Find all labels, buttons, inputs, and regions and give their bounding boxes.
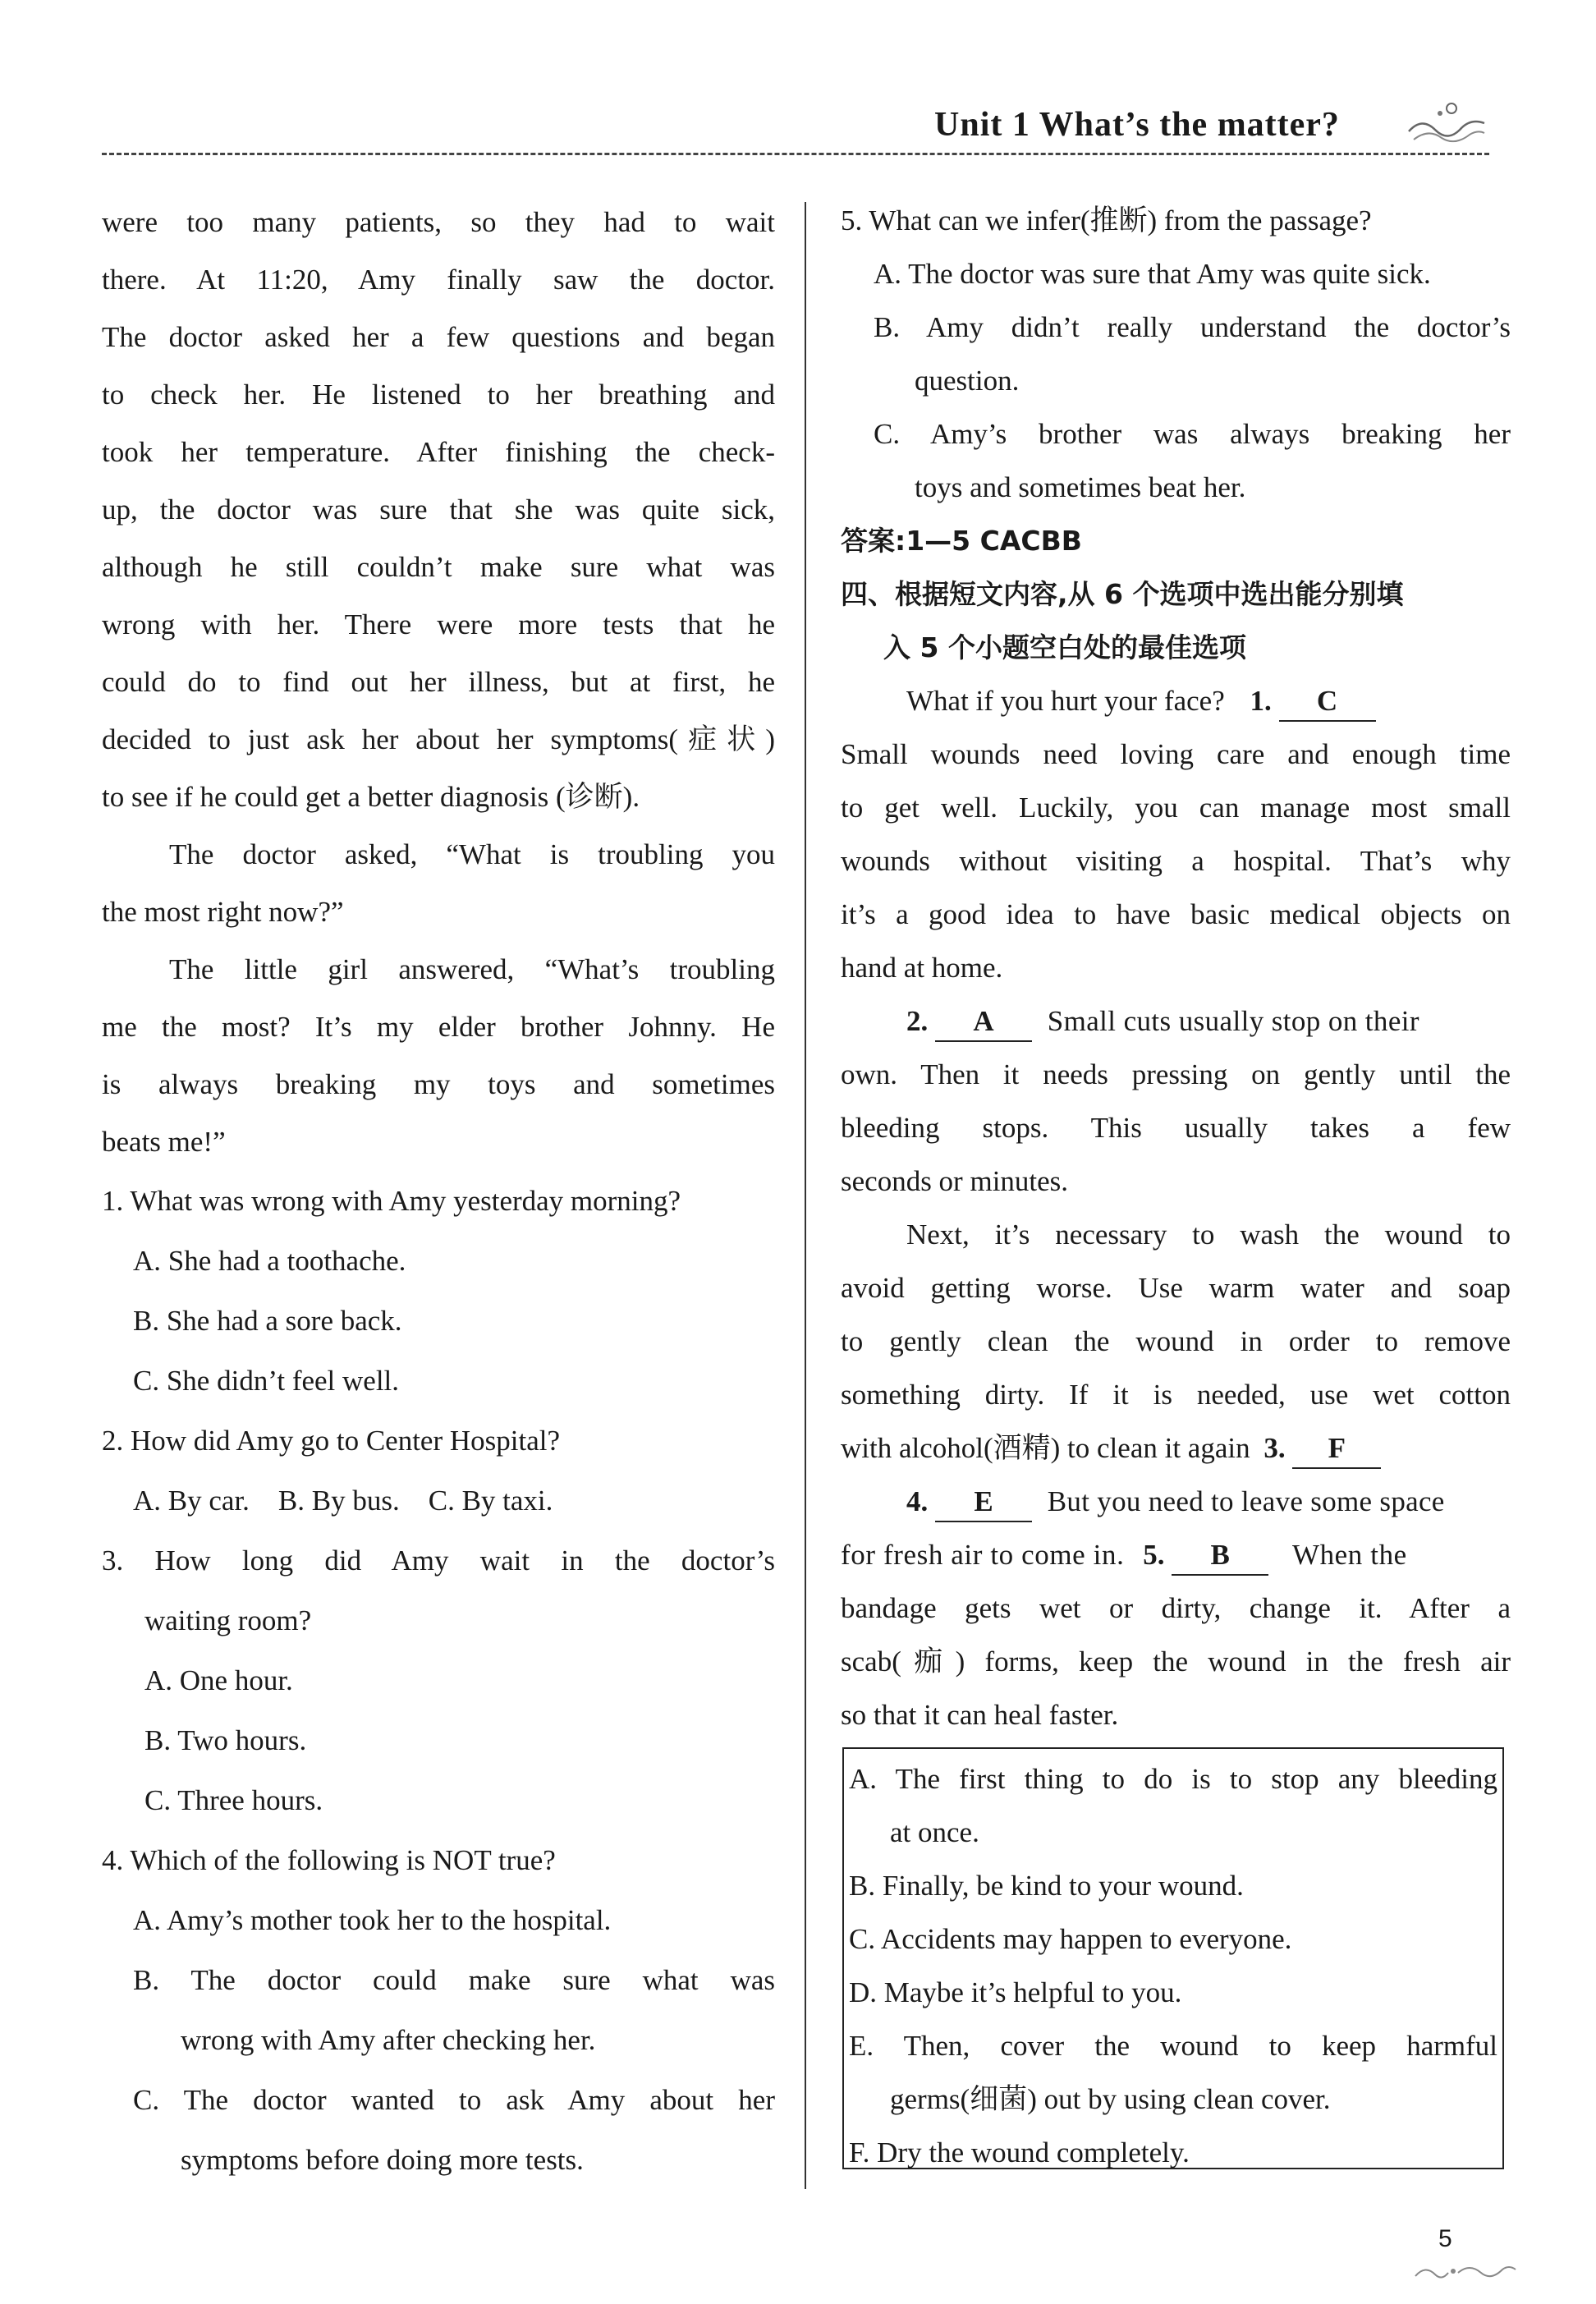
question-stem-cont: waiting room? bbox=[144, 1604, 312, 1636]
option-b: B. She had a sore back. bbox=[133, 1305, 402, 1337]
answer-blank: A bbox=[935, 1003, 1032, 1042]
option-b-cont: question. bbox=[915, 365, 1020, 397]
option-a: A. The doctor was sure that Amy was quite sick. bbox=[874, 258, 1431, 290]
cloze-paragraph-3 bbox=[841, 1208, 1511, 1475]
text-line: up, the doctor was sure that she was quite sick, bbox=[102, 493, 775, 526]
left-column bbox=[102, 194, 775, 2190]
passage-paragraph-2 bbox=[102, 826, 775, 941]
text-line: Next, it’s necessary to wash the wound to bbox=[906, 1219, 1511, 1251]
blank-number: 5. bbox=[1143, 1539, 1165, 1571]
blank-number: 3. bbox=[1264, 1432, 1286, 1464]
box-option-e: E. Then, cover the wound to keep harmful bbox=[849, 2030, 1497, 2062]
option-b-cont: wrong with Amy after checking her. bbox=[181, 2024, 596, 2056]
option-c-cont: toys and sometimes beat her. bbox=[915, 471, 1246, 503]
text-line: The doctor asked, “What is troubling you bbox=[169, 838, 775, 870]
option-a: A. She had a toothache. bbox=[133, 1245, 406, 1277]
option-a: A. Amy’s mother took her to the hospital. bbox=[133, 1904, 612, 1936]
text-line bbox=[841, 1528, 1511, 1581]
swirl-flourish-icon bbox=[1412, 2260, 1519, 2284]
text-line: decided to just ask her about her symptoms(症状) bbox=[102, 723, 775, 755]
box-option-a: A. The first thing to do is to stop any bleeding bbox=[849, 1763, 1497, 1795]
section-heading-cont: 入 5 个小题空白处的最佳选项 bbox=[883, 631, 1246, 663]
text-line: The little girl answered, “What’s troubling bbox=[169, 953, 775, 985]
text-line: hand at home. bbox=[841, 952, 1003, 984]
text-line: to get well. Luckily, you can manage most small bbox=[841, 792, 1511, 824]
text-line: it’s a good idea to have basic medical objects on bbox=[841, 898, 1511, 930]
option-b: B. The doctor could make sure what was bbox=[133, 1964, 775, 1996]
text-line: something dirty. If it is needed, use wet cotton bbox=[841, 1379, 1511, 1411]
text-line: avoid getting worse. Use warm water and soap bbox=[841, 1272, 1511, 1304]
text-line: me the most? It’s my elder brother Johnny. He bbox=[102, 1011, 775, 1043]
options-row: A. By car. B. By bus. C. By taxi. bbox=[133, 1485, 553, 1517]
page-header-title: Unit 1 What’s the matter? bbox=[934, 106, 1340, 144]
text-line: took her temperature. After finishing the check- bbox=[102, 436, 775, 468]
box-option-b: B. Finally, be kind to your wound. bbox=[849, 1870, 1244, 1902]
answer-blank: B bbox=[1172, 1536, 1268, 1576]
text-line: could do to find out her illness, but at first, he bbox=[102, 666, 775, 698]
cloze-paragraph-1 bbox=[841, 674, 1511, 994]
option-b: B. Two hours. bbox=[144, 1724, 307, 1756]
question-5 bbox=[841, 194, 1511, 514]
box-option-a-cont: at once. bbox=[890, 1816, 979, 1848]
wave-flourish-icon bbox=[1406, 99, 1488, 148]
text-line: bleeding stops. This usually takes a few bbox=[841, 1112, 1511, 1144]
answer-blank: F bbox=[1292, 1430, 1381, 1469]
option-c-cont: symptoms before doing more tests. bbox=[181, 2144, 584, 2176]
option-a: A. One hour. bbox=[144, 1664, 293, 1696]
answer-blank: E bbox=[935, 1483, 1032, 1522]
text-line: own. Then it needs pressing on gently until the bbox=[841, 1058, 1511, 1090]
question-stem: 4. Which of the following is NOT true? bbox=[102, 1844, 556, 1876]
text-line: the most right now?” bbox=[102, 896, 344, 928]
text-line bbox=[841, 1421, 1511, 1475]
page-number: 5 bbox=[1438, 2225, 1452, 2252]
text-line: is always breaking my toys and sometimes bbox=[102, 1068, 775, 1100]
question-stem: 3. How long did Amy wait in the doctor’s bbox=[102, 1544, 775, 1577]
blank-number: 4. bbox=[906, 1485, 929, 1517]
cloze-paragraph-4 bbox=[841, 1475, 1511, 1742]
text-line: bandage gets wet or dirty, change it. After a bbox=[841, 1592, 1511, 1624]
text-segment: Small cuts usually stop on their bbox=[1047, 1005, 1419, 1037]
blank-number: 2. bbox=[906, 1005, 929, 1037]
text-segment: for fresh air to come in. bbox=[841, 1539, 1125, 1571]
text-line: seconds or minutes. bbox=[841, 1165, 1069, 1197]
option-c: C. Three hours. bbox=[144, 1784, 323, 1816]
option-c: C. She didn’t feel well. bbox=[133, 1365, 400, 1397]
question-2 bbox=[102, 1411, 775, 1531]
text-line: to see if he could get a better diagnosis (诊断). bbox=[102, 781, 640, 813]
header-dashed-rule bbox=[102, 153, 1489, 155]
box-option-c: C. Accidents may happen to everyone. bbox=[849, 1923, 1292, 1955]
blank-number: 1. bbox=[1250, 685, 1272, 717]
text-line: to check her. He listened to her breathing and bbox=[102, 379, 775, 411]
option-c: C. The doctor wanted to ask Amy about her bbox=[133, 2084, 775, 2116]
text-segment: with alcohol(酒精) to clean it again bbox=[841, 1432, 1250, 1464]
cloze-paragraph-2 bbox=[841, 994, 1511, 1208]
text-segment: But you need to leave some space bbox=[1047, 1485, 1445, 1517]
box-option-e-cont: germs(细菌) out by using clean cover. bbox=[890, 2083, 1331, 2115]
answer-key: 答案:1—5 CACBB bbox=[841, 525, 1082, 557]
text-line: beats me!” bbox=[102, 1126, 226, 1158]
right-column bbox=[841, 194, 1511, 1742]
options-box bbox=[842, 1747, 1504, 2169]
text-segment: What if you hurt your face? bbox=[906, 685, 1225, 717]
question-stem: 5. What can we infer(推断) from the passage? bbox=[841, 204, 1372, 236]
answer-blank: C bbox=[1279, 682, 1376, 722]
text-line: although he still couldn’t make sure what was bbox=[102, 551, 775, 583]
text-line: scab(痂) forms, keep the wound in the fresh air bbox=[841, 1645, 1511, 1678]
text-segment: When the bbox=[1291, 1539, 1407, 1571]
box-option-d: D. Maybe it’s helpful to you. bbox=[849, 1976, 1182, 2008]
question-stem: 1. What was wrong with Amy yesterday morning? bbox=[102, 1185, 681, 1217]
text-line: to gently clean the wound in order to remove bbox=[841, 1325, 1511, 1357]
question-stem: 2. How did Amy go to Center Hospital? bbox=[102, 1425, 561, 1457]
passage-paragraph-3 bbox=[102, 941, 775, 1171]
section-heading: 四、根据短文内容,从 6 个选项中选出能分别填 bbox=[841, 578, 1404, 610]
text-line: The doctor asked her a few questions and began bbox=[102, 321, 775, 353]
box-option-f: F. Dry the wound completely. bbox=[849, 2136, 1190, 2169]
question-4 bbox=[102, 1830, 775, 2190]
column-divider bbox=[805, 202, 806, 2189]
text-line bbox=[841, 674, 1511, 727]
text-line bbox=[841, 1475, 1511, 1528]
text-line: wrong with her. There were more tests that he bbox=[102, 608, 775, 640]
question-3 bbox=[102, 1531, 775, 1830]
passage-paragraph-1 bbox=[102, 194, 775, 826]
option-b: B. Amy didn’t really understand the doctor’s bbox=[874, 311, 1511, 343]
text-line: wounds without visiting a hospital. That’s why bbox=[841, 845, 1511, 877]
question-1 bbox=[102, 1171, 775, 1411]
option-c: C. Amy’s brother was always breaking her bbox=[874, 418, 1511, 450]
text-line: there. At 11:20, Amy finally saw the doctor. bbox=[102, 264, 775, 296]
text-line bbox=[841, 994, 1511, 1048]
text-line: were too many patients, so they had to wait bbox=[102, 206, 775, 238]
text-line: so that it can heal faster. bbox=[841, 1699, 1119, 1731]
text-line: Small wounds need loving care and enough time bbox=[841, 738, 1511, 770]
